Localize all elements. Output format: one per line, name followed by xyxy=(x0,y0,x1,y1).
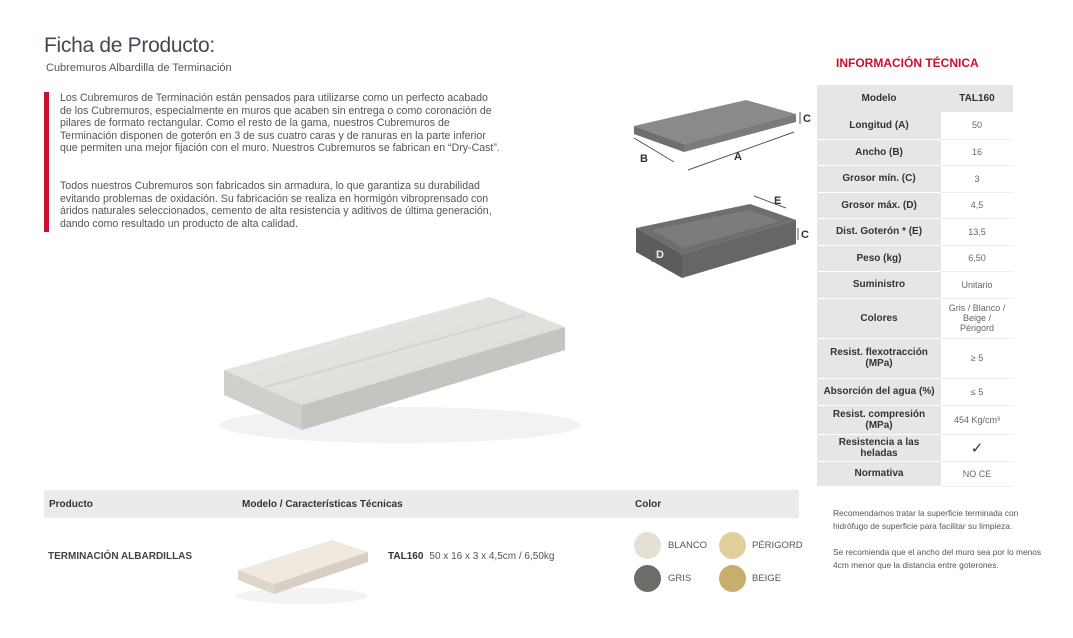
spec-row xyxy=(817,192,1013,218)
spec-key: Suministro xyxy=(817,271,941,298)
spec-row xyxy=(817,434,1013,461)
page-title: Ficha de Producto: xyxy=(44,34,215,57)
spec-value: 13,5 xyxy=(941,218,1013,245)
spec-value: 3 xyxy=(941,165,1013,192)
spec-row xyxy=(817,405,1013,434)
spec-row xyxy=(817,271,1013,298)
dimension-diagram-top xyxy=(626,92,816,176)
technical-info-title: INFORMACIÓN TÉCNICA xyxy=(836,56,979,70)
dim-label-e: E xyxy=(774,195,782,207)
spec-row xyxy=(817,112,1013,139)
spec-row xyxy=(817,298,1013,338)
header-model: Modelo / Características Técnicas xyxy=(242,499,403,510)
spec-header-row xyxy=(817,85,1013,112)
spec-key: Resistencia a las heladas xyxy=(817,434,941,461)
spec-row xyxy=(817,218,1013,245)
spec-row xyxy=(817,338,1013,378)
note-surface-treatment: Recomendamos tratar la superficie terminada con hidrófugo de superficie para facilitar su limpieza. xyxy=(833,508,1019,531)
page-subtitle: Cubremuros Albardilla de Terminación xyxy=(46,62,232,74)
spec-value: 6,50 xyxy=(941,245,1013,271)
product-thumbnail xyxy=(232,530,372,606)
spec-key: Ancho (B) xyxy=(817,139,941,165)
description-paragraph-1 xyxy=(60,92,500,155)
spec-row xyxy=(817,378,1013,405)
note-wall-width: Se recomienda que el ancho del muro sea por lo menos 4cm menor que la distancia entre goterones. xyxy=(833,547,1042,570)
product-table-header xyxy=(44,490,799,518)
color-label-perigord: PÉRIGORD xyxy=(752,540,803,551)
dim-label-d: D xyxy=(656,249,664,261)
dim-label-b: B xyxy=(640,153,648,165)
spec-key: Resist. flexotracción (MPa) xyxy=(817,338,941,378)
description-text-2: Todos nuestros Cubremuros son fabricados sin armadura, lo que garantiza su durabilidad evitando problemas de oxidación. Su fabricación se realiza en hormigón vibroprensado con áridos naturales seleccionados, cemento de alta resistencia y aditivos de última generación, dando como resultado un producto de alta calidad. xyxy=(60,180,492,230)
technical-spec-table xyxy=(817,85,1013,487)
dim-label-a: A xyxy=(734,151,742,163)
spec-header-key: Modelo xyxy=(817,85,941,112)
model-code: TAL160 xyxy=(388,551,424,562)
spec-value: Gris / Blanco / Beige / Périgord xyxy=(941,298,1013,338)
color-label-gris: GRIS xyxy=(668,573,692,584)
spec-row xyxy=(817,461,1013,486)
spec-value: NO CE xyxy=(941,461,1013,486)
product-name: TERMINACIÓN ALBARDILLAS xyxy=(48,551,193,562)
spec-key: Resist. compresión (MPa) xyxy=(817,405,941,434)
description-paragraph-2 xyxy=(60,180,500,230)
header-color: Color xyxy=(635,499,662,510)
spec-value: 454 Kg/cm³ xyxy=(941,405,1013,434)
spec-key: Normativa xyxy=(817,461,941,486)
dim-label-c-2: C xyxy=(801,229,809,241)
spec-key: Grosor mín. (C) xyxy=(817,165,941,192)
checkmark-icon: ✓ xyxy=(941,434,1013,461)
dim-label-c: C xyxy=(803,113,811,125)
spec-value: 4,5 xyxy=(941,192,1013,218)
color-swatch-blanco xyxy=(634,532,661,559)
description-text-1: Los Cubremuros de Terminación están pensados para utilizarse como un perfecto acabado de los Cubremuros, especialmente en muros que acaben sin entrega o como coronación de pilares de formato rectangular. Como el resto de la gama, nuestros Cubremuros de Terminación disponen de goterón en 3 de sus cuatro caras y de ranuras en la parte inferior que permiten una mejor fijación con el muro. Nuestros Cubremuros se fabrican en “Dry-Cast”. xyxy=(60,92,500,155)
spec-key: Grosor máx. (D) xyxy=(817,192,941,218)
spec-key: Colores xyxy=(817,298,941,338)
color-swatch-beige xyxy=(719,565,746,592)
header-product: Producto xyxy=(49,499,93,510)
color-swatch-gris xyxy=(634,565,661,592)
spec-header-value: TAL160 xyxy=(941,85,1013,112)
product-model xyxy=(388,551,554,562)
accent-bar xyxy=(44,92,49,232)
spec-row xyxy=(817,245,1013,271)
dimension-diagram-bottom xyxy=(626,190,816,286)
color-swatch-perigord xyxy=(719,532,746,559)
model-specs: 50 x 16 x 3 x 4,5cm / 6,50kg xyxy=(429,551,555,562)
spec-row xyxy=(817,165,1013,192)
color-label-blanco: BLANCO xyxy=(668,540,708,551)
spec-value: 16 xyxy=(941,139,1013,165)
product-hero-image xyxy=(210,275,590,455)
spec-value: 50 xyxy=(941,112,1013,139)
spec-key: Longitud (A) xyxy=(817,112,941,139)
spec-key: Absorción del agua (%) xyxy=(817,378,941,405)
spec-value: ≥ 5 xyxy=(941,338,1013,378)
color-label-beige: BEIGE xyxy=(752,573,782,584)
spec-value: Unitario xyxy=(941,271,1013,298)
spec-row xyxy=(817,139,1013,165)
spec-key: Dist. Goterón * (E) xyxy=(817,218,941,245)
spec-key: Peso (kg) xyxy=(817,245,941,271)
spec-value: ≤ 5 xyxy=(941,378,1013,405)
